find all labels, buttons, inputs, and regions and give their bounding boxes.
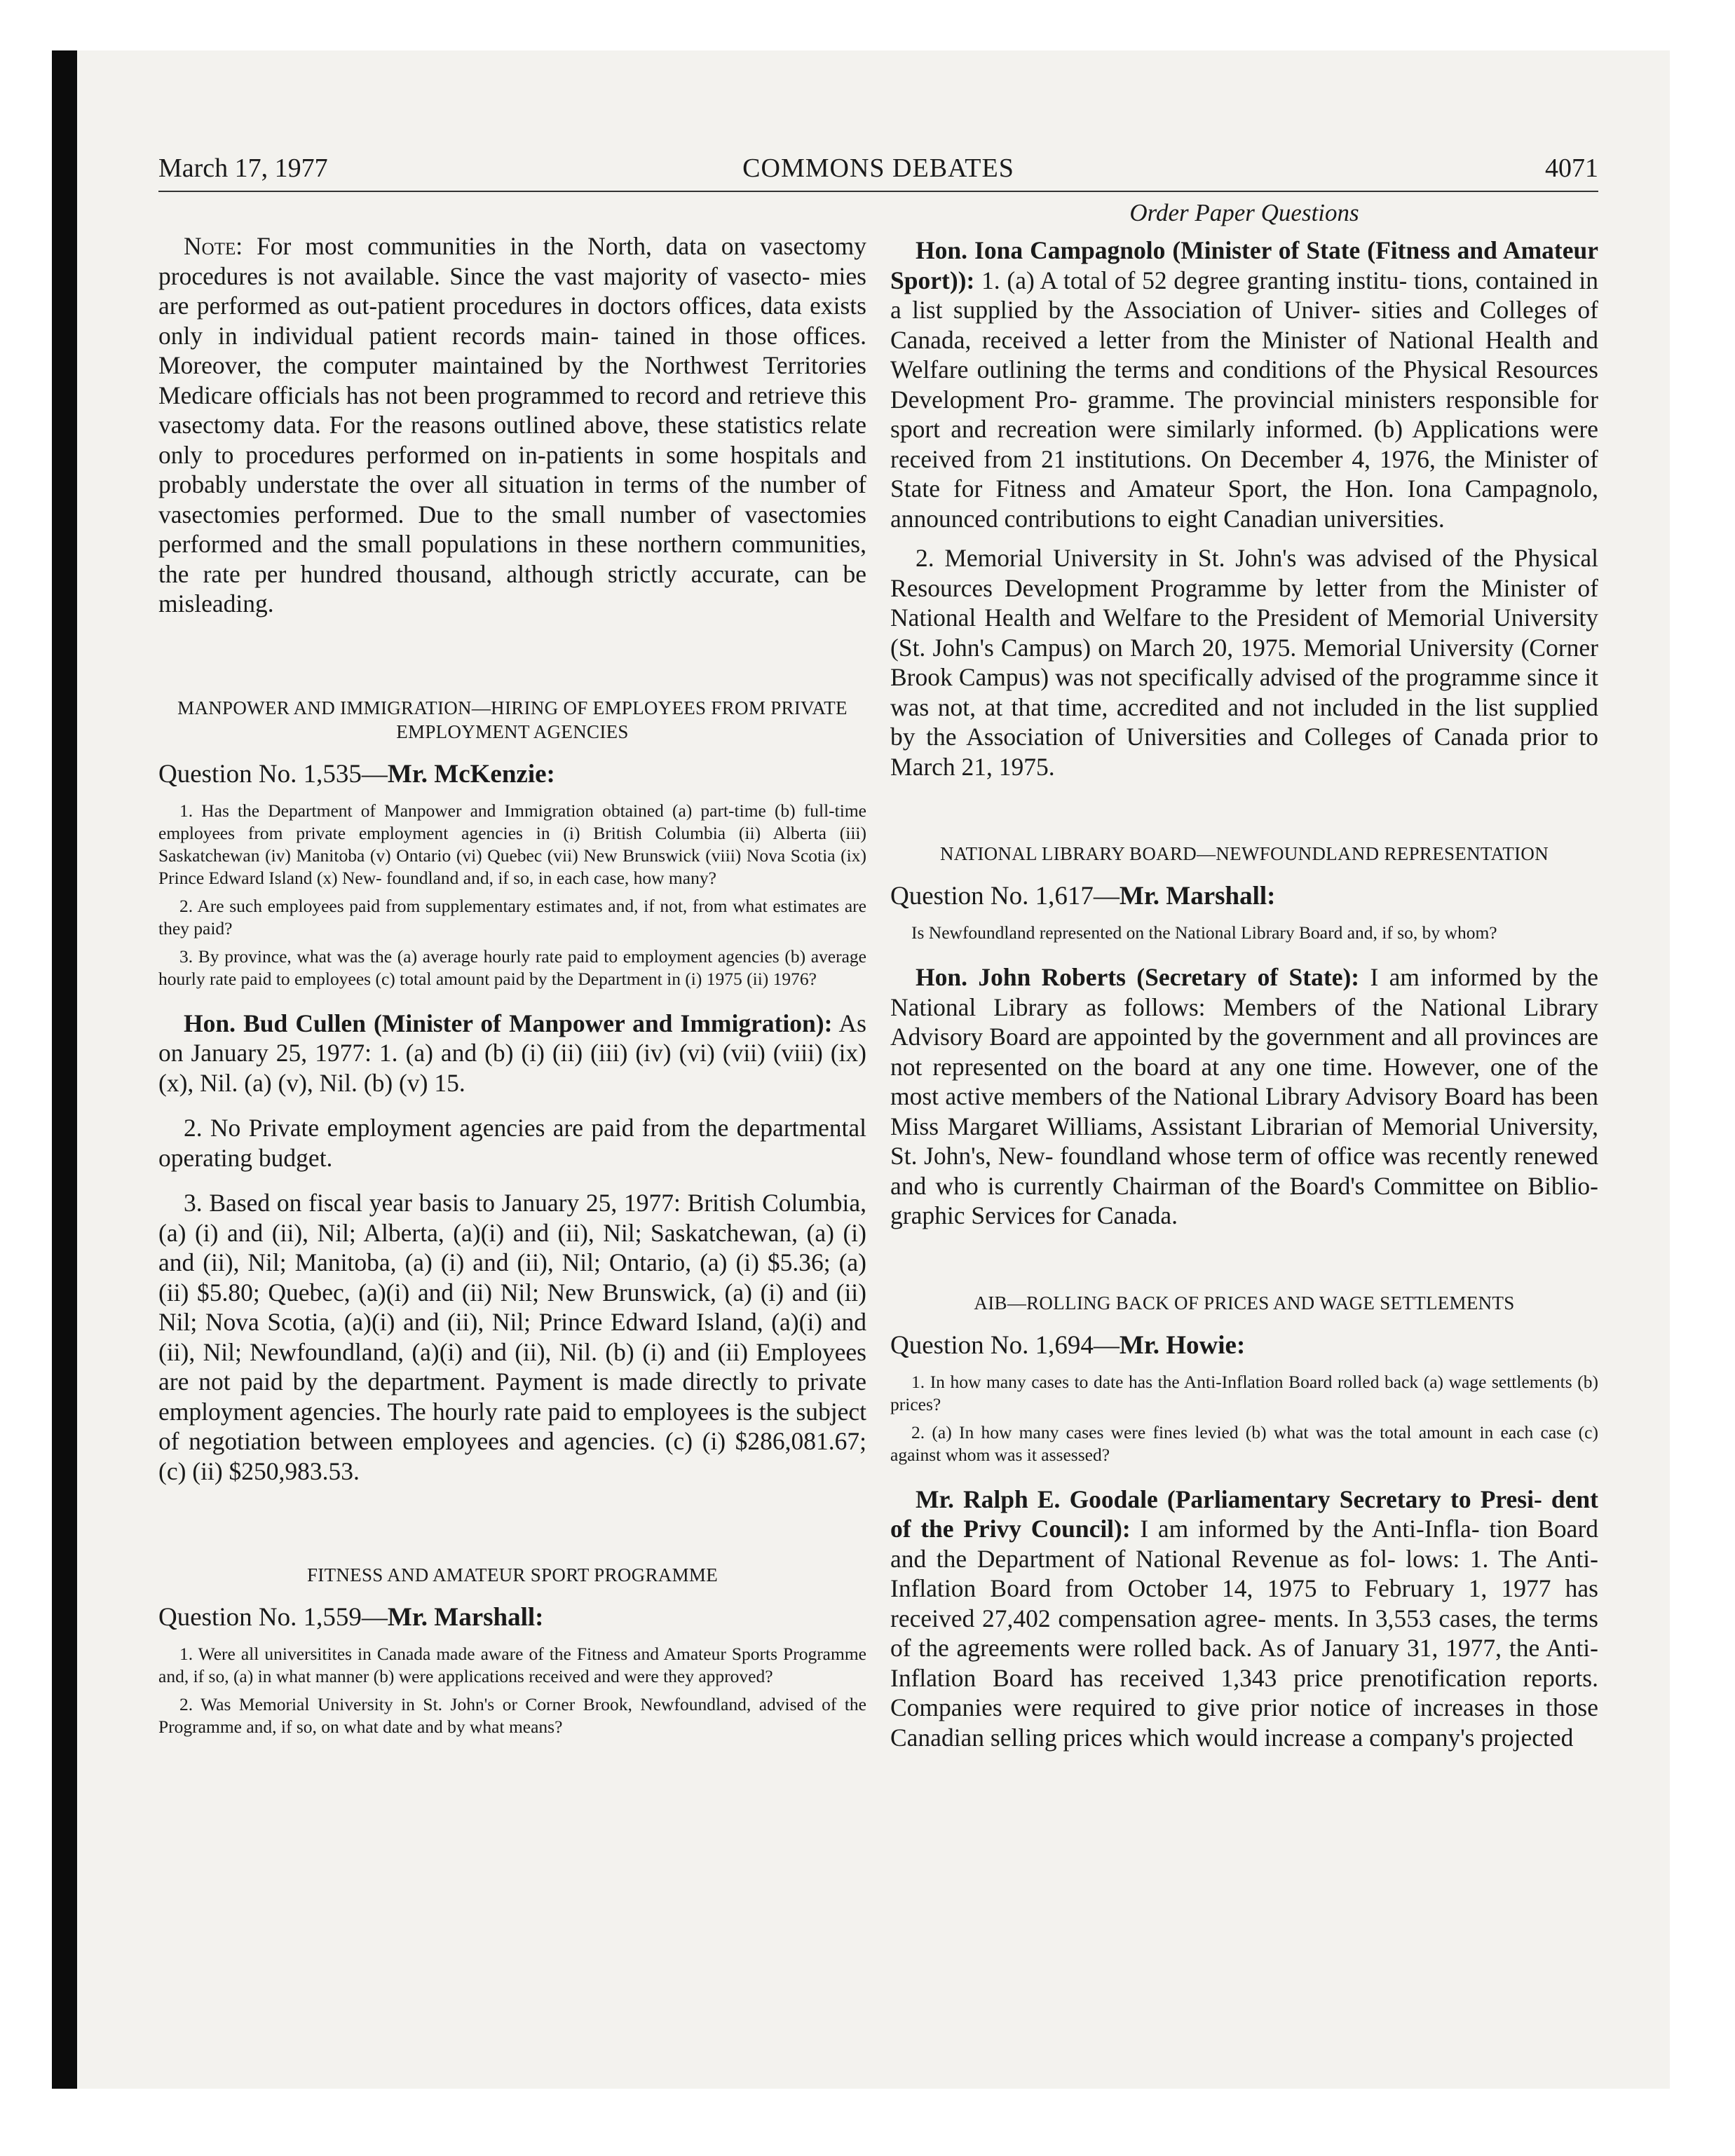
section-heading-manpower: MANPOWER AND IMMIGRATION—HIRING OF EMPLOYEES FROM PRIVATE EMPLOYMENT AGENCIES bbox=[177, 697, 848, 742]
answer-text: 1. (a) A total of 52 degree granting institu- tions, contained in a list supplied by the Association of Univer- sities and Colleges of Canada, received a letter from the Minister of National Health and Welfare outlining the terms and conditions of the Physical Resources Development Pro- gramme. The provincial ministers responsible for sport and recreation were similarly informed. (b) Applications were received from 21 institutions. On December 4, 1976, the Minister of State for Fitness and Amateur Sport, the Hon. Iona Campagnolo, announced contributions to eight Canadian universities. bbox=[890, 266, 1598, 533]
question-item: 2. Was Memorial University in St. John's or Corner Brook, Newfoundland, advised of the Programme and, if so, on what date and by what means? bbox=[158, 1694, 866, 1737]
question-item: Is Newfoundland represented on the National Library Board and, if so, by whom? bbox=[911, 922, 1497, 943]
left-column bbox=[158, 231, 866, 1744]
question-1535 bbox=[158, 759, 866, 790]
answer-paragraph: 3. Based on fiscal year basis to January 25, 1977: British Columbia, (a) (i) and (ii), Nil; Alberta, (a)(i) and (ii), Nil; Saskatchewan, (a) (i) and (ii), Nil; Manitoba, (a) (i) and (ii), Nil; Ontario, (a) (i) $5.36; (a) (ii) $5.80; Quebec, (a)(i) and (ii) Nil; New Brunswick, (a) (i) and (ii) Nil; Nova Scotia, (a)(i) and (ii), Nil; Prince Edward Island, (a)(i) and (ii), Nil; Newfoundland, (a)(i) and (ii), Nil. (b) (i) and (ii) Employees are not paid by the department. Payment is made directly to private employment agencies. The hourly rate paid to employees is the subject of negotiation between employees and agencies. (c) (i) $286,081.67; (c) (ii) $250,983.53. bbox=[158, 1189, 866, 1485]
question-number: Question No. 1,559— bbox=[158, 1603, 388, 1632]
question-member: Mr. Marshall: bbox=[1119, 882, 1276, 910]
section-heading-fitness: FITNESS AND AMATEUR SPORT PROGRAMME bbox=[306, 1564, 718, 1585]
running-head: Order Paper Questions bbox=[1129, 199, 1359, 226]
question-item: 3. By province, what was the (a) average hourly rate paid to employment agencies (b) average hourly rate paid to employees (c) total amount paid by the Department in (i) 1975 (ii) 1976? bbox=[158, 946, 866, 989]
note-paragraph bbox=[158, 231, 866, 619]
header-journal-title: COMMONS DEBATES bbox=[742, 153, 1014, 183]
question-number: Question No. 1,617— bbox=[890, 882, 1120, 910]
question-item: 1. In how many cases to date has the Anti-Inflation Board rolled back (a) wage settlements (b) prices? bbox=[890, 1371, 1598, 1414]
header-rule bbox=[158, 191, 1598, 192]
question-member: Mr. Marshall: bbox=[387, 1603, 544, 1632]
question-number: Question No. 1,535— bbox=[158, 759, 388, 789]
answer-paragraph bbox=[890, 1485, 1598, 1753]
answer-text: I am informed by the Anti-Infla- tion Board and the Department of National Revenue as fol- lows: 1. The Anti-Inflation Board from October 14, 1975 to February 1, 1977 has received 27,402 compensation agree- ments. In 3,553 cases, the terms of the agreements were rolled back. As of January 31, 1977, the Anti-Inflation Board has received 1,343 price prenotification reports. Companies were required to give prior notice of increases in those Canadian selling prices which would increase a company's projected bbox=[890, 1515, 1599, 1752]
question-1559 bbox=[158, 1602, 866, 1633]
note-label: Note: bbox=[184, 232, 243, 260]
answer-paragraph: 2. Memorial University in St. John's was advised of the Physical Resources Development Programme by letter from the Minister of National Health and Welfare to the President of Memorial University (St. John's Campus) on March 20, 1975. Memorial University (Corner Brook Campus) was not specifically advised of the programme since it was not, at that time, accredited and not included in the list supplied by the Association of Universities and Colleges of Canada prior to March 21, 1975. bbox=[890, 544, 1598, 781]
answer-paragraph: 2. No Private employment agencies are paid from the departmental operating budget. bbox=[158, 1114, 866, 1172]
answer-text: I am informed by the National Library as follows: Members of the National Library Advisory Board are appointed by the government and all provinces are not represented on the board at any one time. However, one of the most active members of the National Library Advisory Board has been Miss Margaret Williams, Assistant Librarian of Memorial University, St. John's, New- foundland whose term of office was recently renewed and who is currently Chairman of the Board's Committee on Biblio- graphic Services for Canada. bbox=[890, 963, 1599, 1229]
note-text: For most communities in the North, data on vasectomy procedures is not available. Since the vast majority of vasecto- mies are performed as out-patient procedures in doctors offices, data exists only in individual patient records main- tained in those offices. Moreover, the computer maintained by the Northwest Territories Medicare officials has not been programmed to record and retrieve this vasectomy data. For the reasons outlined above, these statistics relate only to procedures performed on in-patients in some hospitals and probably understate the over all situation in terms of the number of vasectomies performed. Due to the small number of vasectomies performed and the small populations in these northern communities, the rate per hundred thousand, although strictly accurate, can be misleading. bbox=[158, 232, 866, 618]
question-item: 2. Are such employees paid from supplementary estimates and, if not, from what estimates are they paid? bbox=[158, 895, 866, 939]
question-item: 2. (a) In how many cases were fines levied (b) what was the total amount in each case (c) against whom was it assessed? bbox=[890, 1421, 1598, 1465]
answer-paragraph bbox=[890, 236, 1598, 533]
section-heading-library: NATIONAL LIBRARY BOARD—NEWFOUNDLAND REPRESENTATION bbox=[939, 843, 1549, 864]
page-header bbox=[158, 147, 1598, 189]
answer-speaker: Hon. John Roberts (Secretary of State): bbox=[916, 963, 1360, 991]
binding-edge bbox=[52, 50, 77, 2089]
header-date: March 17, 1977 bbox=[158, 153, 328, 183]
question-item: 1. Has the Department of Manpower and Immigration obtained (a) part-time (b) full-time employees from private employment agencies in (i) British Columbia (ii) Alberta (iii) Saskatchewan (iv) Manitoba (v) Ontario (vi) Quebec (vii) New Brunswick (viii) Nova Scotia (ix) Prince Edward Island (x) New- foundland and, if so, in each case, how many? bbox=[158, 800, 866, 888]
question-number: Question No. 1,694— bbox=[890, 1330, 1120, 1360]
header-page-number: 4071 bbox=[1545, 153, 1598, 183]
answer-speaker: Hon. Iona Campagnolo (Minister of State (Fitness and Amateur Sport)): bbox=[890, 236, 1598, 294]
answer-paragraph bbox=[158, 1009, 866, 1098]
question-1617 bbox=[890, 881, 1598, 912]
right-column bbox=[890, 198, 1598, 1752]
answer-speaker: Mr. Ralph E. Goodale (Parliamentary Secretary to Presi- dent of the Privy Council): bbox=[890, 1485, 1598, 1543]
section-heading-aib: AIB—ROLLING BACK OF PRICES AND WAGE SETTLEMENTS bbox=[974, 1292, 1515, 1314]
question-member: Mr. McKenzie: bbox=[387, 759, 555, 789]
answer-speaker: Hon. Bud Cullen (Minister of Manpower and Immigration): bbox=[184, 1009, 833, 1037]
question-item: 1. Were all universitites in Canada made aware of the Fitness and Amateur Sports Programme and, if so, (a) in what manner (b) were applications received and were they approved? bbox=[158, 1644, 866, 1686]
question-1694 bbox=[890, 1330, 1598, 1361]
answer-text: As on January 25, 1977: 1. (a) and (b) (i) (ii) (iii) (iv) (vi) (vii) (viii) (ix) (x), Nil. (a) (v), Nil. (b) (v) 15. bbox=[158, 1009, 866, 1097]
answer-paragraph bbox=[890, 962, 1598, 1231]
question-member: Mr. Howie: bbox=[1119, 1330, 1246, 1360]
